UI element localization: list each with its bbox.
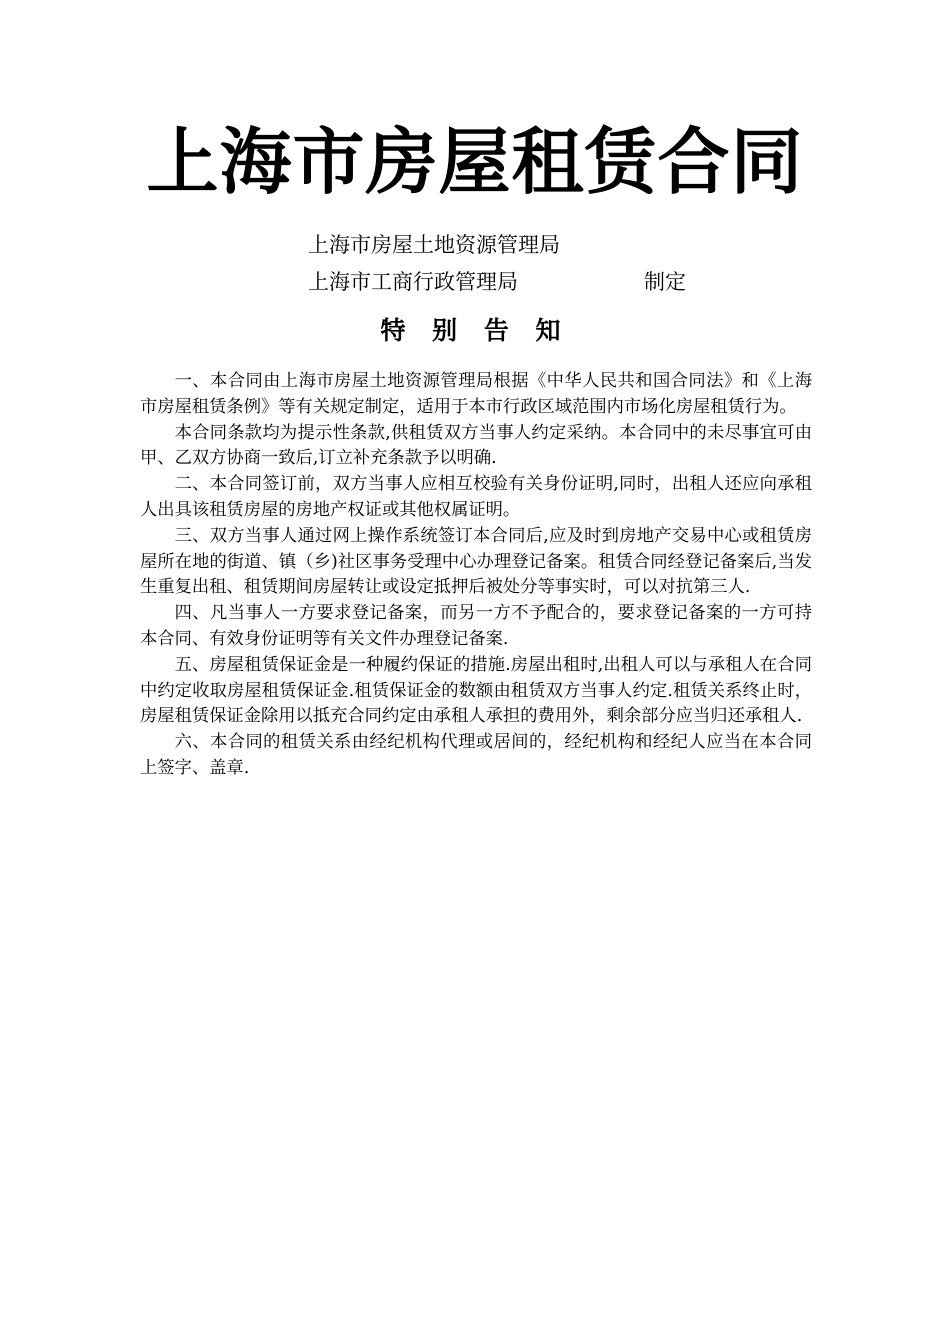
document-title: 上海市房屋租赁合同 (146, 120, 804, 204)
notice-paragraph-7: 六、本合同的租赁关系由经纪机构代理或居间的，经纪机构和经纪人应当在本合同上签字、盖章. (140, 732, 812, 778)
issuer-housing-bureau: 上海市房屋土地资源管理局 (308, 233, 560, 257)
notice-paragraph-3: 二、本合同签订前，双方当事人应相互校验有关身份证明,同时，出租人还应向承租人出具该租赁房屋的房地产权证或其他权属证明。 (140, 474, 812, 520)
notice-paragraph-2: 本合同条款均为提示性条款,供租赁双方当事人约定采纳。本合同中的未尽事宜可由甲、乙双方协商一致后,订立补充条款予以明确. (140, 422, 812, 469)
notice-paragraph-1: 一、本合同由上海市房屋土地资源管理局根据《中华人民共和国合同法》和《上海市房屋租赁条例》等有关规定制定，适用于本市行政区域范围内市场化房屋租赁行为。 (140, 371, 812, 417)
notice-body (140, 369, 812, 782)
notice-title: 特 别 告 知 (380, 316, 570, 345)
notice-paragraph-4: 三、双方当事人通过网上操作系统签订本合同后,应及时到房地产交易中心或租赁房屋所在地的街道、镇（乡)社区事务受理中心办理登记备案。租赁合同经登记备案后,当发生重复出租、租赁期间房屋转让或设定抵押后被处分等事实时，可以对抗第三人. (140, 525, 812, 598)
notice-paragraph-6: 五、房屋租赁保证金是一种履约保证的措施.房屋出租时,出租人可以与承租人在合同中约定收取房屋租赁保证金.租赁保证金的数额由租赁双方当事人约定.租赁关系终止时，房屋租赁保证金除用以抵充合同约定由承租人承担的费用外，剩余部分应当归还承租人. (140, 654, 812, 727)
notice-paragraph-5: 四、凡当事人一方要求登记备案，而另一方不予配合的，要求登记备案的一方可持本合同、有效身份证明等有关文件办理登记备案. (140, 603, 812, 649)
issuer-suffix: 制定 (644, 270, 686, 294)
issuer-commerce-bureau: 上海市工商行政管理局 (308, 270, 518, 294)
